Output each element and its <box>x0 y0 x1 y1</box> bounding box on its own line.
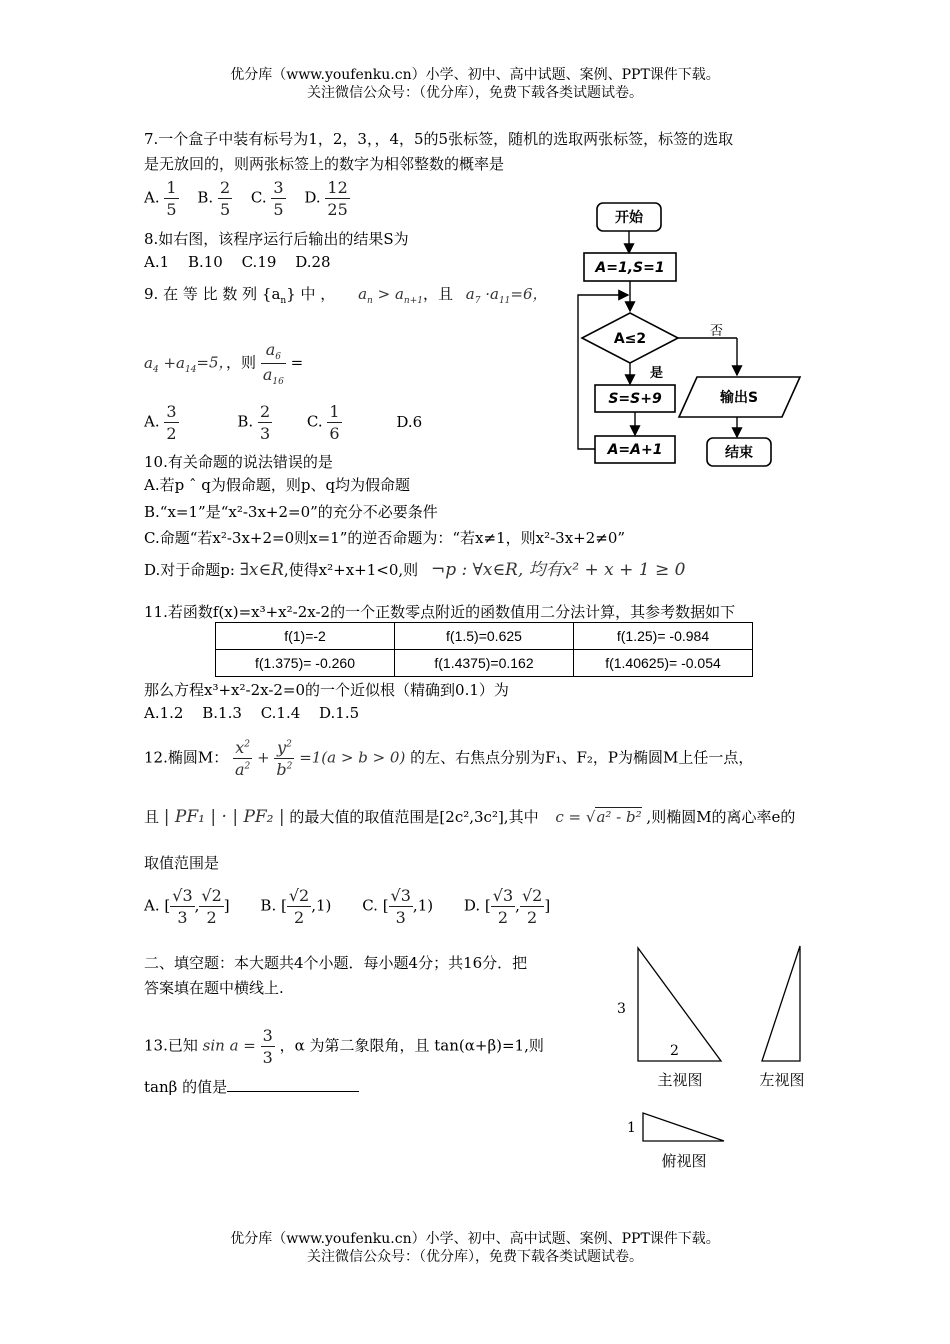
header-line-1: 优分库（www.youfenku.cn）小学、初中、高中试题、案例、PPT课件下载。 <box>230 67 720 83</box>
q8-options <box>144 253 345 271</box>
q11-text: 11.若函数f(x)=x³+x²-2x-2的一个正数零点附近的函数值用二分法计算，其参考数据如下 <box>144 603 736 621</box>
table-cell: f(1.375)= -0.260 <box>216 650 395 677</box>
q10-option-a: A.若p ˆ q为假命题，则p、q均为假命题 <box>144 476 411 494</box>
q7-line-1: 7.一个盒子中装有标号为1，2，3，，4，5的5张标签，随机的选取两张标签，标签的选取 <box>144 130 734 148</box>
top-view-triangle <box>643 1113 724 1141</box>
flow-no-label: 否 <box>710 324 724 339</box>
q11-table <box>215 622 753 677</box>
q8-option-c: C.19 <box>241 253 277 271</box>
front-view-label: 主视图 <box>657 1071 703 1089</box>
flow-step2-text: A=A+1 <box>607 442 663 458</box>
q12-option-d: D. [ $\frac{√3}{2}$ , $\frac{√2}{2}$ ] <box>463 886 551 927</box>
table-cell: f(1.25)= -0.984 <box>574 623 753 650</box>
flow-start-text: 开始 <box>615 210 643 226</box>
table-cell: f(1.5)=0.625 <box>395 623 574 650</box>
q12-option-c: C. [ $\frac{√3}{3}$ ,1) <box>362 886 434 927</box>
left-view-label: 左视图 <box>759 1071 805 1089</box>
table-row <box>216 650 753 677</box>
q11-after: 那么方程x³+x²-2x-2=0的一个近似根（精确到0.1）为 <box>144 681 509 699</box>
flow-init-text: A=1,S=1 <box>595 260 665 276</box>
front-view-width: 2 <box>670 1043 679 1059</box>
front-view-triangle <box>638 948 721 1061</box>
q9-option-a: A. $\frac{3}{2}$ <box>144 402 177 443</box>
q12-line-2: 且 | PF₁ | · | PF₂ | 的最大值的取值范围是[2c²,3c²],其中 c = √a² - b² ,则椭圆M的离心率e的 <box>144 807 796 827</box>
flow-cond-text: A≤2 <box>613 331 647 347</box>
section2-line-2: 答案填在题中横线上. <box>144 979 284 997</box>
three-views <box>600 940 830 1180</box>
section2-line-1: 二、填空题：本大题共4个小题．每小题4分；共16分．把 <box>144 954 528 972</box>
table-cell: f(1)=-2 <box>216 623 395 650</box>
top-view-height: 1 <box>627 1120 636 1136</box>
q8-option-a: A.1 <box>144 253 170 271</box>
q11-option-a: A.1.2 <box>144 704 184 722</box>
q13-line-2: tanβ 的值是 <box>144 1076 359 1097</box>
header-line-2: 关注微信公众号：（优分库），免费下载各类试题试卷。 <box>307 85 643 101</box>
q7-option-a: A. $\frac{1}{5}$ <box>144 178 177 219</box>
table-cell: f(1.4375)=0.162 <box>395 650 574 677</box>
top-view-label: 俯视图 <box>661 1152 707 1170</box>
q7-option-d: D. $\frac{12}{25}$ <box>304 178 348 219</box>
footer-line-1: 优分库（www.youfenku.cn）小学、初中、高中试题、案例、PPT课件下载。 <box>230 1231 720 1247</box>
q7-line-2: 是无放回的，则两张标签上的数字为相邻整数的概率是 <box>144 155 505 173</box>
front-view-height: 3 <box>617 1001 626 1017</box>
q8-option-b: B.10 <box>187 253 223 271</box>
table-row <box>216 623 753 650</box>
left-view-triangle <box>762 946 800 1061</box>
q7-option-c: C. $\frac{3}{5}$ <box>250 178 284 219</box>
q9-option-b: B. $\frac{2}{3}$ <box>237 402 271 443</box>
flow-yes-label: 是 <box>650 366 664 381</box>
q13-line-1: 13.已知 sin a = $\frac{3}{3}$ ，α 为第二象限角，且 tan(α+β)=1,则 <box>144 1026 544 1067</box>
q9-line-1: 9. 在 等 比 数 列 $\{a_n\}$ 中 ， $a_n > a_{n+1}$，且 $a_7 \cdot a_{11}=6$， <box>144 285 548 306</box>
q7-option-b: B. $\frac{2}{5}$ <box>197 178 231 219</box>
q11-option-d: D.1.5 <box>319 704 360 722</box>
q12-options <box>144 886 564 927</box>
q10-title: 10.有关命题的说法错误的是 <box>144 453 333 471</box>
q10-option-d: D.对于命题p: ∃x∈R,使得x²+x+1<0,则 ¬p : ∀x∈R, 均有x² + x + 1 ≥ 0 <box>144 560 686 580</box>
q11-option-c: C.1.4 <box>260 704 301 722</box>
q9-option-c: C. $\frac{1}{6}$ <box>306 402 340 443</box>
q10-option-b: B.“x=1”是“x²-3x+2=0”的充分不必要条件 <box>144 503 438 521</box>
footer-line-2: 关注微信公众号：（优分库），免费下载各类试题试卷。 <box>307 1249 643 1265</box>
q12-line-1: 12.椭圆M： $\frac{x^2}{a^2}$ + $\frac{y^2}{b^2}$ =1(a > b > 0) 的左、右焦点分别为F₁、F₂，P为椭圆M上任一点， <box>144 738 754 779</box>
q9-options <box>144 402 436 443</box>
q12-option-a: A. [ $\frac{√3}{3}$ , $\frac{√2}{2}$ ] <box>144 886 230 927</box>
q9-option-d: D.6 <box>396 412 423 431</box>
q11-options <box>144 704 373 722</box>
q11-option-b: B.1.3 <box>202 704 242 722</box>
q8-text: 8.如右图，该程序运行后输出的结果S为 <box>144 230 409 248</box>
answer-blank[interactable] <box>227 1091 359 1092</box>
flow-output-text: 输出S <box>719 390 759 406</box>
q9-line-2: $a_4 +a_{14}=5$，，则 $\frac{a_6}{a_{16}}$ = <box>144 340 304 388</box>
flow-step1-text: S=S+9 <box>608 391 662 407</box>
q12-line-3: 取值范围是 <box>144 854 220 872</box>
q12-option-b: B. [ $\frac{√2}{2}$ ,1) <box>260 886 332 927</box>
flow-end-text: 结束 <box>725 445 753 461</box>
q7-options <box>144 178 364 219</box>
q8-option-d: D.28 <box>295 253 331 271</box>
q10-option-c: C.命题“若x²-3x+2=0则x=1”的逆否命题为：“若x≠1，则x²-3x+2≠0” <box>144 529 626 547</box>
flowchart <box>570 195 810 475</box>
table-cell: f(1.40625)= -0.054 <box>574 650 753 677</box>
